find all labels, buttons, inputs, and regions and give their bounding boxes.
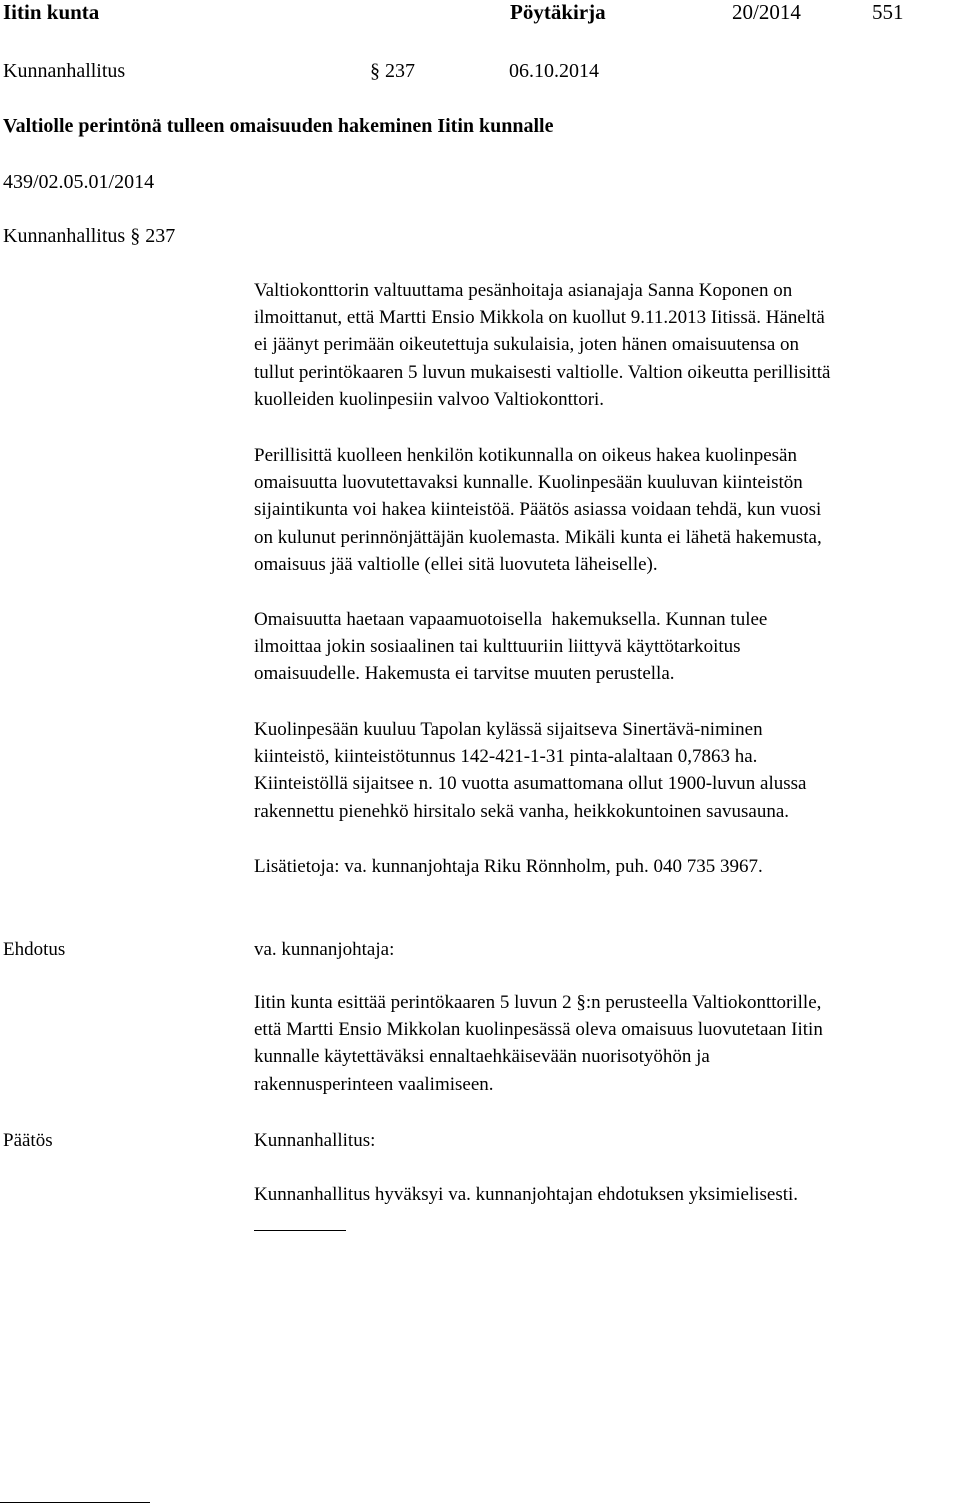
- text-line: omaisuus jää valtiolle (ellei sitä luovuteta läheiselle).: [254, 553, 658, 575]
- text-line: rakennettu pienehkö hirsitalo sekä vanha, heikkokuntoinen savusauna.: [254, 800, 790, 822]
- text-line: että Martti Ensio Mikkolan kuolinpesässä oleva omaisuus luovutetaan Iitin: [254, 1019, 823, 1041]
- matter-title: Valtiolle perintönä tulleen omaisuuden hakeminen Iitin kunnalle: [3, 115, 554, 137]
- issue-number: 20/2014: [732, 0, 801, 24]
- description-paragraph-3: [254, 606, 954, 688]
- text-line: Valtiokonttorin valtuuttama pesänhoitaja asianajaja Sanna Koponen on: [254, 280, 793, 301]
- text-line: sijaintikunta voi hakea kiinteistöä. Päätös asiassa voidaan tehdä, kun vuosi: [254, 499, 822, 521]
- contact-info: [254, 853, 954, 880]
- matter-history: Kunnanhallitus § 237: [3, 225, 176, 247]
- text-line: Kunnanhallitus:: [254, 1130, 376, 1151]
- proposal-label: Ehdotus: [3, 939, 66, 960]
- text-line: omaisuudelle. Hakemusta ei tarvitse muuten perustella.: [254, 663, 675, 685]
- text-line: omaisuutta luovutettavaksi kunnalle. Kuolinpesään kuuluvan kiinteistön: [254, 472, 803, 494]
- proposal-text: [254, 989, 954, 1098]
- text-line: ei jäänyt perimään oikeutettuja sukulaisia, joten hänen omaisuutensa on: [254, 334, 800, 356]
- text-line: on kulunut perinnönjättäjän kuolemasta. Mikäli kunta ei lähetä hakemusta,: [254, 526, 822, 548]
- text-line: kiinteistö, kiinteistötunnus 142-421-1-31 pinta-alaltaan 0,7863 ha.: [254, 746, 758, 768]
- decision-label: Päätös: [3, 1130, 53, 1151]
- text-line: ilmoittanut, että Martti Ensio Mikkola on kuollut 9.11.2013 Iitissä. Häneltä: [254, 307, 825, 329]
- decision-author: [254, 1127, 954, 1154]
- municipality-name: Iitin kunta: [3, 0, 100, 24]
- text-line: Omaisuutta haetaan vapaamuotoisella hakemuksella. Kunnan tulee: [254, 609, 768, 630]
- description-paragraph-1: [254, 277, 954, 413]
- text-line: rakennusperinteen vaalimiseen.: [254, 1073, 494, 1095]
- description-paragraph-4: [254, 716, 954, 825]
- text-line: Lisätietoja: va. kunnanjohtaja Riku Rönnholm, puh. 040 735 3967.: [254, 856, 763, 877]
- proposal-author: [254, 936, 954, 963]
- text-line: Iitin kunta esittää perintökaaren 5 luvun 2 §:n perusteella Valtiokonttorille,: [254, 992, 822, 1013]
- text-line: Kuolinpesään kuuluu Tapolan kylässä sijaitseva Sinertävä-niminen: [254, 719, 763, 740]
- document-type: Pöytäkirja: [510, 0, 606, 24]
- text-line: Kunnanhallitus hyväksyi va. kunnanjohtajan ehdotuksen yksimielisesti.: [254, 1184, 799, 1205]
- section-number: § 237: [370, 60, 415, 82]
- text-line: tullut perintökaaren 5 luvun mukaisesti valtiolle. Valtion oikeutta perillisittä: [254, 361, 831, 383]
- end-of-decision-rule: [254, 1230, 346, 1231]
- record-number: 439/02.05.01/2014: [3, 171, 155, 193]
- meeting-body: Kunnanhallitus: [3, 60, 126, 82]
- text-line: kuolleiden kuolinpesiin valvoo Valtiokonttori.: [254, 388, 605, 410]
- description-paragraph-2: [254, 442, 954, 578]
- text-line: Perillisittä kuolleen henkilön kotikunnalla on oikeus hakea kuolinpesän: [254, 445, 797, 466]
- meeting-date: 06.10.2014: [509, 60, 599, 82]
- text-line: Kiinteistöllä sijaitsee n. 10 vuotta asumattomana ollut 1900-luvun alussa: [254, 773, 807, 795]
- footer-rule: [0, 1502, 150, 1503]
- text-line: ilmoittaa jokin sosiaalinen tai kulttuuriin liittyvä käyttötarkoitus: [254, 636, 741, 658]
- decision-text: [254, 1181, 954, 1208]
- page-number: 551: [872, 0, 904, 24]
- text-line: kunnalle käytettäväksi ennaltaehkäisevään nuorisotyöhön ja: [254, 1046, 710, 1068]
- text-line: va. kunnanjohtaja:: [254, 939, 395, 960]
